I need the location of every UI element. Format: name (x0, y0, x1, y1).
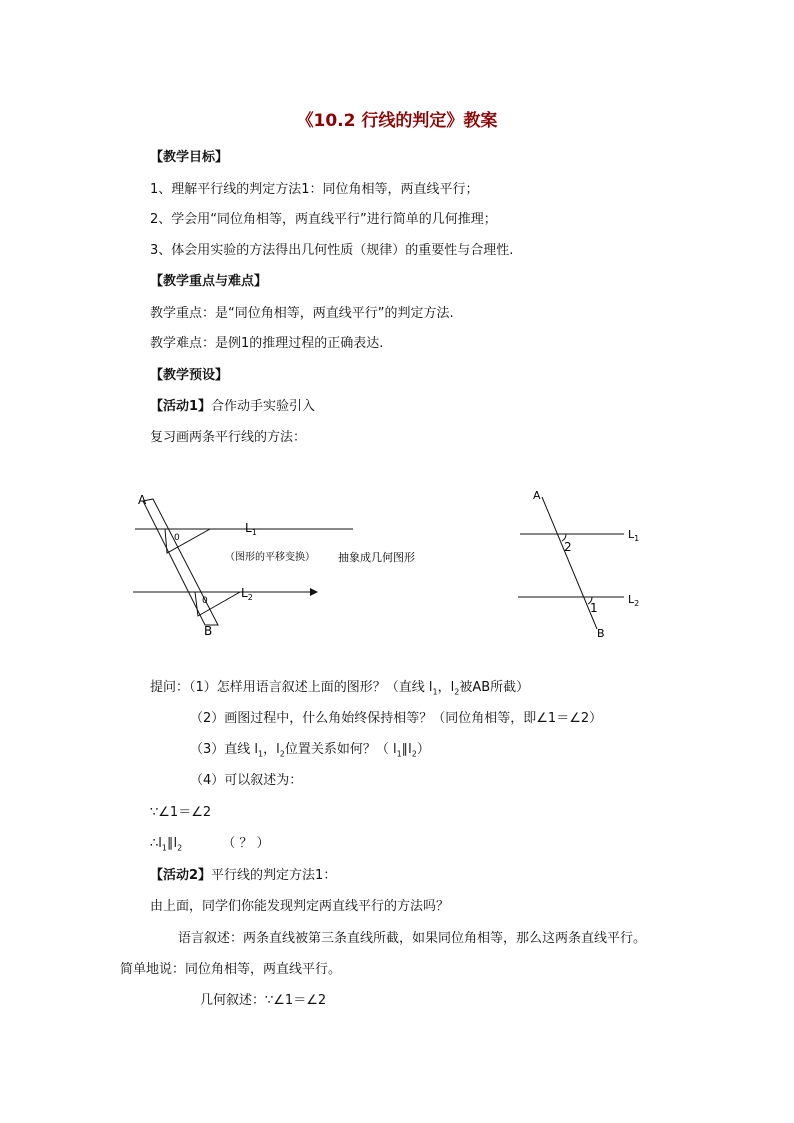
figure-parallel-translation (125, 485, 435, 650)
transversal-AB (542, 497, 597, 629)
preset-heading: 【教学预设】 (150, 368, 229, 383)
activity1-text: 合作动手实验引入 (211, 399, 316, 414)
keypoint-text: 教学重点：是“同位角相等，两直线平行”的判定方法. (150, 306, 454, 321)
activity2-text: 平行线的判定方法1： (211, 868, 337, 883)
document-title: 《10.2 行线的判定》教案 (296, 111, 498, 131)
set-square-top (165, 529, 210, 553)
caption-transform: （图形的平移变换） (225, 552, 315, 563)
label-L2: $L_2$ (241, 586, 253, 602)
question-1: 提问：（1）怎样用语言叙述上面的图形？（直线 $l_1$，$l_2$被AB所截） (150, 680, 530, 697)
goal-item: 3、体会用实验的方法得出几何性质（规律）的重要性与合理性. (150, 243, 514, 258)
angle-mark-bottom: 0 (202, 596, 208, 606)
goal-item: 2、学会用“同位角相等，两直线平行”进行简单的几何推理； (150, 212, 497, 227)
angle-label-1: 1 (590, 601, 598, 615)
label-A: A (138, 493, 147, 507)
review-text: 复习画两条平行线的方法： (150, 430, 307, 445)
ruler-shape (143, 499, 218, 625)
question-3: （3）直线 $l_1$，$l_2$位置关系如何？（ $l_1\parallel l_2$） (190, 742, 430, 759)
question-4: （4）可以叙述为： (190, 773, 303, 788)
label-L2: $L_2$ (628, 593, 640, 608)
label-L1: $L_1$ (245, 521, 257, 537)
difficulty-text: 教学难点：是例1的推理过程的正确表达. (150, 336, 384, 351)
label-L1: $L_1$ (628, 528, 640, 543)
activity1-label: 【活动1】 (150, 399, 212, 414)
simple-statement: 简单地说：同位角相等，两直线平行。 (120, 962, 342, 977)
goals-heading: 【教学目标】 (150, 150, 229, 165)
because-line: ∵∠1＝∠2 (150, 805, 212, 820)
activity2-label: 【活动2】 (150, 868, 212, 883)
activity2-line (150, 864, 336, 883)
language-statement: 语言叙述：两条直线被第三条直线所截，如果同位角相等，那么这两条直线平行。 (178, 931, 647, 946)
activity1-line (150, 395, 315, 414)
discover-text: 由上面，同学们你能发现判定两直线平行的方法吗？ (150, 899, 450, 914)
question-2: （2）画图过程中，什么角始终保持相等？（同位角相等，即∠1＝∠2） (190, 711, 603, 726)
keypoints-heading: 【教学重点与难点】 (150, 274, 268, 289)
caption-abstract: 抽象成几何图形 (338, 551, 415, 564)
label-A: A (533, 489, 541, 502)
angle-mark-top: 0 (174, 533, 180, 543)
therefore-line: $\therefore l_1\parallel l_2$ （ ？ ） (150, 836, 270, 853)
figure-corresponding-angles (510, 485, 670, 650)
geometry-statement: 几何叙述：∵∠1＝∠2 (200, 993, 327, 1008)
angle-label-2: 2 (564, 540, 572, 554)
label-B: B (204, 624, 213, 638)
label-B: B (597, 627, 605, 640)
goal-item: 1、理解平行线的判定方法1：同位角相等，两直线平行； (150, 182, 479, 197)
